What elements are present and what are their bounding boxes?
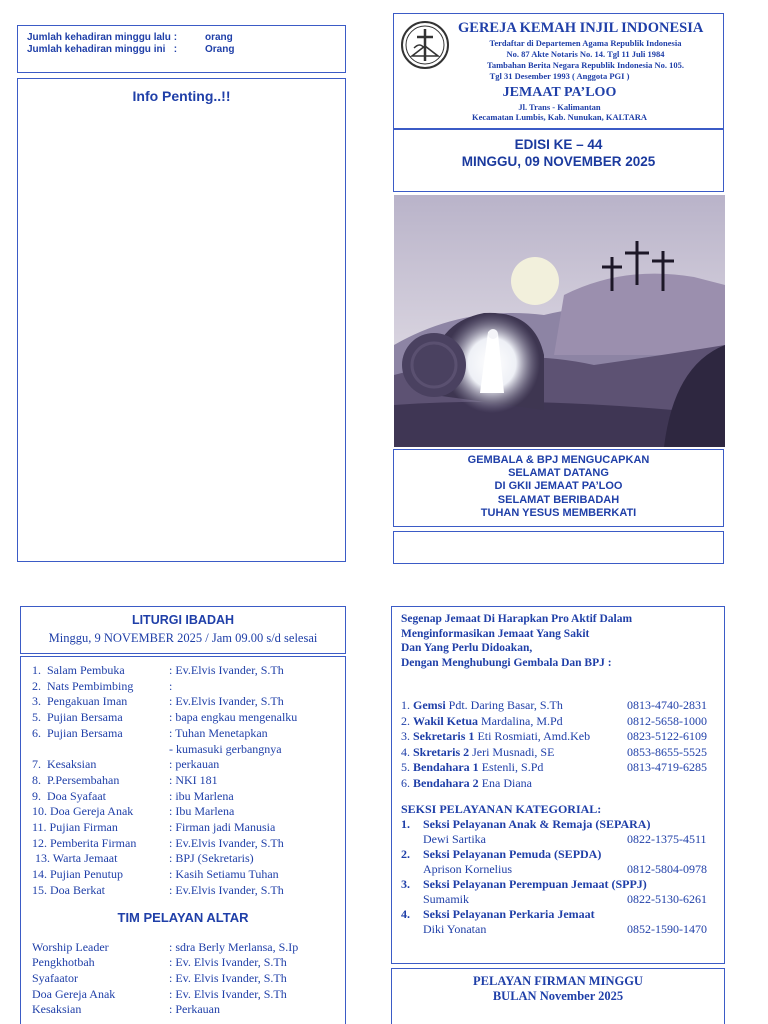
officer-name: Estenli, S.Pd bbox=[481, 760, 544, 775]
pelayan-firman-box bbox=[391, 968, 725, 1024]
liturgy-item-label: 8. P.Persembahan bbox=[32, 772, 120, 787]
officer-info bbox=[401, 760, 627, 776]
altar-name: : Ev. Elvis Ivander, S.Th bbox=[169, 970, 287, 985]
liturgy-row bbox=[32, 867, 345, 883]
contacts-intro-1: Segenap Jemaat Di Harapkan Pro Aktif Dalam bbox=[401, 613, 633, 625]
liturgy-row bbox=[32, 757, 345, 773]
liturgy-item-value: : Tuhan Menetapkan bbox=[169, 725, 268, 740]
liturgy-item-value: : NKI 181 bbox=[169, 772, 218, 787]
liturgy-row bbox=[32, 663, 345, 679]
header-line-4: Tgl 31 Desember 1993 ( Anggota PGI ) bbox=[489, 71, 630, 81]
liturgy-row bbox=[32, 773, 345, 789]
header-line-2: No. 87 Akte Notaris No. 14. Tgl 11 Juli 1984 bbox=[506, 49, 665, 59]
liturgy-item-label: 1. Salam Pembuka bbox=[32, 663, 125, 677]
officer-number: 1. bbox=[401, 698, 410, 712]
officer-role: Bendahara 2 bbox=[413, 775, 479, 790]
liturgy-item-value: : Ev.Elvis Ivander, S.Th bbox=[169, 694, 284, 709]
altar-row bbox=[32, 1002, 345, 1018]
altar-role: Pengkhotbah bbox=[32, 955, 95, 970]
officer-role: Bendahara 1 bbox=[413, 760, 479, 775]
liturgy-item-label: 12. Pemberita Firman bbox=[32, 835, 137, 850]
altar-name: : Ev. Elvis Ivander, S.Th bbox=[169, 986, 287, 1001]
officer-info bbox=[401, 745, 627, 761]
altar-row bbox=[32, 955, 345, 971]
liturgy-item-label: 14. Pujian Penutup bbox=[32, 867, 124, 882]
seksi-row bbox=[401, 877, 724, 892]
officer-phone: 0853-8655-5525 bbox=[627, 744, 707, 759]
seksi-title-text: Seksi Pelayanan Anak & Remaja (SEPARA) bbox=[423, 816, 651, 831]
liturgy-title: LITURGI IBADAH bbox=[131, 613, 235, 627]
liturgy-row bbox=[32, 726, 345, 742]
seksi-contact-row bbox=[401, 862, 724, 877]
officer-info bbox=[401, 776, 627, 792]
jemaat-name: JEMAAT PA’LOO bbox=[502, 85, 617, 100]
contacts-intro-3: Dan Yang Perlu Didoakan, bbox=[401, 642, 533, 654]
seksi-phone: 0822-5130-6261 bbox=[627, 891, 707, 906]
welcome-line-1: GEMBALA & BPJ MENGUCAPKAN bbox=[467, 454, 650, 466]
seksi-spacer bbox=[401, 862, 423, 877]
altar-row bbox=[32, 940, 345, 956]
attendance-this-week-value: Orang bbox=[205, 44, 235, 55]
officer-row bbox=[401, 760, 724, 776]
seksi-spacer bbox=[401, 922, 423, 937]
contacts-intro-2: Menginformasikan Jemaat Yang Sakit bbox=[401, 627, 590, 640]
seksi-number: 3. bbox=[401, 876, 410, 891]
seksi-person: Diki Yonatan bbox=[423, 921, 487, 936]
seksi-person: Aprison Kornelius bbox=[423, 861, 512, 876]
officer-info bbox=[401, 714, 627, 730]
liturgy-subtitle: Minggu, 9 NOVEMBER 2025 / Jam 09.00 s/d selesai bbox=[48, 631, 318, 645]
liturgy-row bbox=[32, 820, 345, 836]
seksi-phone: 0812-5804-0978 bbox=[627, 861, 707, 876]
seksi-title: SEKSI PELAYANAN KATEGORIAL: bbox=[401, 801, 602, 816]
welcome-line-3: DI GKII JEMAAT PA’LOO bbox=[494, 480, 623, 493]
liturgy-item-value: : Ev.Elvis Ivander, S.Th bbox=[169, 882, 284, 897]
officer-name: Mardalina, M.Pd bbox=[481, 713, 563, 728]
liturgy-item-value: : Ev.Elvis Ivander, S.Th bbox=[169, 835, 284, 850]
seksi-person: Sumamik bbox=[423, 891, 470, 906]
edition-date: MINGGU, 09 NOVEMBER 2025 bbox=[461, 154, 656, 169]
officer-name: Pdt. Daring Basar, S.Th bbox=[448, 698, 563, 712]
liturgy-row bbox=[32, 710, 345, 726]
liturgy-header bbox=[20, 606, 346, 654]
liturgy-item-value: : bapa engkau mengenalku bbox=[169, 710, 298, 725]
liturgy-row bbox=[32, 836, 345, 852]
altar-row bbox=[32, 987, 345, 1003]
officer-phone: 0813-4719-6285 bbox=[627, 760, 707, 775]
attendance-box bbox=[17, 25, 346, 73]
liturgy-item-label: 13. Warta Jemaat bbox=[32, 851, 118, 866]
seksi-spacer bbox=[401, 892, 423, 907]
altar-role: Kesaksian bbox=[32, 1002, 82, 1017]
officer-info bbox=[401, 729, 627, 745]
empty-box bbox=[393, 531, 724, 564]
attendance-last-week-value: orang bbox=[205, 32, 233, 43]
altar-role: Worship Leader bbox=[32, 939, 109, 954]
officer-role: Wakil Ketua bbox=[413, 713, 479, 728]
officer-number: 6. bbox=[401, 775, 410, 790]
liturgy-row bbox=[32, 851, 345, 867]
liturgy-item-value: : Firman jadi Manusia bbox=[169, 820, 276, 835]
officer-role: Gemsi bbox=[413, 698, 446, 712]
seksi-number: 1. bbox=[401, 816, 410, 831]
seksi-row bbox=[401, 907, 724, 922]
officer-list bbox=[401, 698, 724, 792]
welcome-line-4: SELAMAT BERIBADAH bbox=[497, 493, 620, 506]
liturgy-item-value: : ibu Marlena bbox=[169, 788, 234, 803]
liturgy-item-label: 11. Pujian Firman bbox=[32, 820, 118, 835]
liturgy-item-label: 7. Kesaksian bbox=[32, 757, 97, 772]
officer-name: Jeri Musnadi, SE bbox=[472, 744, 555, 759]
liturgy-item-value: : Ibu Marlena bbox=[169, 804, 235, 819]
officer-role: Skretaris 2 bbox=[413, 744, 470, 759]
seksi-contact-row bbox=[401, 892, 724, 907]
attendance-this-week bbox=[27, 44, 345, 56]
liturgy-item-label bbox=[32, 742, 169, 758]
info-title: Info Penting..!! bbox=[132, 88, 231, 104]
officer-name: Eti Rosmiati, Amd.Keb bbox=[477, 729, 591, 744]
officer-row bbox=[401, 729, 724, 745]
altar-title: TIM PELAYAN ALTAR bbox=[117, 909, 249, 925]
liturgy-item-label: 9. Doa Syafaat bbox=[32, 788, 106, 803]
seksi-contact-row bbox=[401, 922, 724, 937]
seksi-number: 4. bbox=[401, 906, 410, 921]
officer-name: Ena Diana bbox=[481, 775, 532, 790]
liturgy-items bbox=[32, 663, 345, 899]
header-line-3: Tambahan Berita Negara Republik Indonesia No. 105. bbox=[486, 60, 685, 70]
altar-items bbox=[32, 940, 345, 1019]
info-box bbox=[17, 78, 346, 562]
liturgy-item-value: - kumasuki gerbangnya bbox=[169, 741, 282, 756]
officer-number: 4. bbox=[401, 744, 410, 759]
welcome-box bbox=[393, 449, 724, 527]
header-line-1: Terdaftar di Departemen Agama Republik Indonesia bbox=[489, 38, 682, 48]
church-header bbox=[393, 13, 724, 129]
officer-row bbox=[401, 698, 724, 714]
liturgy-list bbox=[20, 656, 346, 1024]
liturgy-row bbox=[32, 694, 345, 710]
seksi-row bbox=[401, 847, 724, 862]
liturgy-item-value: : Ev.Elvis Ivander, S.Th bbox=[169, 663, 284, 677]
attendance-last-week bbox=[27, 32, 345, 44]
seksi-title-text: Seksi Pelayanan Pemuda (SEPDA) bbox=[423, 846, 602, 861]
attendance-last-week-label: Jumlah kehadiran minggu lalu : bbox=[27, 32, 178, 43]
seksi-contact-row bbox=[401, 832, 724, 847]
officer-info bbox=[401, 698, 627, 714]
officer-role: Sekretaris 1 bbox=[413, 729, 475, 744]
altar-role: Syafaator bbox=[32, 970, 78, 985]
seksi-row bbox=[401, 817, 724, 832]
welcome-line-2: SELAMAT DATANG bbox=[508, 467, 609, 480]
officer-row bbox=[401, 745, 724, 761]
altar-name: : sdra Berly Merlansa, S.Ip bbox=[169, 939, 299, 954]
seksi-title-text: Seksi Pelayanan Perempuan Jemaat (SPPJ) bbox=[423, 876, 647, 891]
liturgy-item-label: 10. Doa Gereja Anak bbox=[32, 804, 134, 819]
liturgy-row bbox=[32, 883, 345, 899]
pelayan-firman-month: BULAN November 2025 bbox=[492, 989, 624, 1003]
altar-name: : Perkauan bbox=[169, 1002, 220, 1017]
edition-number: EDISI KE – 44 bbox=[514, 137, 603, 152]
address-line-1: Jl. Trans - Kalimantan bbox=[518, 102, 601, 112]
seksi-number: 2. bbox=[401, 846, 410, 861]
liturgy-row bbox=[32, 679, 345, 695]
contacts-box bbox=[391, 606, 725, 964]
liturgy-item-label: 15. Doa Berkat bbox=[32, 882, 105, 897]
liturgy-item-value: : BPJ (Sekretaris) bbox=[169, 851, 254, 866]
liturgy-item-value: : bbox=[169, 678, 173, 693]
seksi-person: Dewi Sartika bbox=[423, 831, 486, 846]
seksi-list bbox=[401, 817, 724, 937]
officer-phone: 0812-5658-1000 bbox=[627, 713, 707, 728]
liturgy-item-label: 5. Pujian Bersama bbox=[32, 710, 123, 725]
seksi-phone: 0822-1375-4511 bbox=[627, 831, 707, 846]
welcome-line-5: TUHAN YESUS MEMBERKATI bbox=[480, 506, 637, 519]
resurrection-illustration bbox=[394, 195, 725, 447]
contacts-intro-4: Dengan Menghubungi Gembala Dan BPJ : bbox=[401, 656, 612, 669]
liturgy-item-value: : Kasih Setiamu Tuhan bbox=[169, 867, 279, 882]
attendance-this-week-label: Jumlah kehadiran minggu ini : bbox=[27, 44, 178, 55]
address-line-2: Kecamatan Lumbis, Kab. Nunukan, KALTARA bbox=[471, 112, 647, 122]
liturgy-row bbox=[32, 742, 345, 758]
liturgy-item-label: 2. Nats Pembimbing bbox=[32, 678, 134, 693]
altar-name: : Ev. Elvis Ivander, S.Th bbox=[169, 955, 287, 970]
officer-row bbox=[401, 776, 724, 792]
officer-number: 5. bbox=[401, 760, 410, 775]
seksi-title-text: Seksi Pelayanan Perkaria Jemaat bbox=[423, 906, 595, 921]
officer-number: 3. bbox=[401, 729, 410, 744]
liturgy-item-label: 6. Pujian Bersama bbox=[32, 725, 123, 740]
officer-phone: 0823-5122-6109 bbox=[627, 729, 707, 744]
liturgy-row bbox=[32, 789, 345, 805]
liturgy-item-label: 3. Pengakuan Iman bbox=[32, 694, 128, 709]
church-name: GEREJA KEMAH INJIL INDONESIA bbox=[458, 20, 704, 36]
seksi-spacer bbox=[401, 832, 423, 847]
liturgy-row bbox=[32, 804, 345, 820]
altar-role: Doa Gereja Anak bbox=[32, 986, 116, 1001]
pelayan-firman-title: PELAYAN FIRMAN MINGGU bbox=[473, 974, 643, 988]
officer-row bbox=[401, 714, 724, 730]
edition-box bbox=[393, 129, 724, 192]
liturgy-item-value: : perkauan bbox=[169, 757, 220, 772]
officer-phone: 0813-4740-2831 bbox=[627, 698, 707, 712]
officer-number: 2. bbox=[401, 713, 410, 728]
altar-row bbox=[32, 971, 345, 987]
seksi-phone: 0852-1590-1470 bbox=[627, 921, 707, 936]
